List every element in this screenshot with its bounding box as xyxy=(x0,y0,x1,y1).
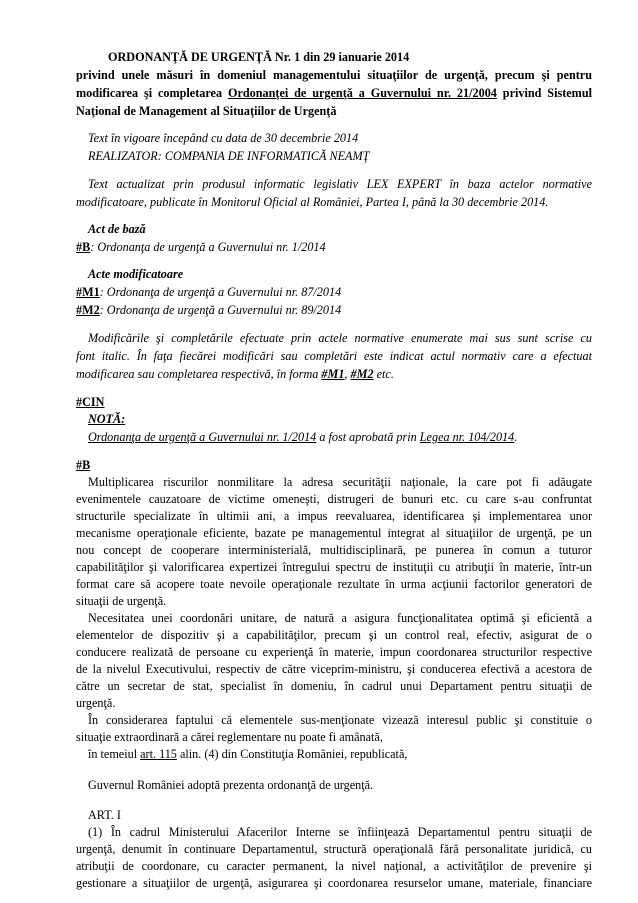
changes-note-line-1: Modificările şi completările efectuate prin actele normative enumerate mai sus sunt scrise cu xyxy=(88,331,592,345)
article-1-line: urgenţă, denumit în continuare Departamentul, structură operaţională fără personalitate juridică, cu xyxy=(76,842,592,856)
legal-basis-text: în temeiul xyxy=(88,747,141,761)
paragraph-1-line: capabilităţilor şi valorificarea expertizei întregului spectru de instituţii cu atribuţii în materie, într-un xyxy=(76,560,592,574)
approval-note xyxy=(76,430,517,445)
paragraph-2-line: urgenţă. xyxy=(76,696,116,710)
amending-act-text: : Ordonanţa de urgenţă a Guvernului nr. 89/2014 xyxy=(99,303,342,317)
legal-basis-text: alin. (4) din Constituţia României, republicată, xyxy=(176,747,408,761)
paragraph-3-line: În considerarea faptului că elementele sus-menţionate vizează interesul public şi constituie o xyxy=(88,713,592,727)
paragraph-1-line: mecanisme operaţionale eficiente, bazate pe managementul integrat al situaţiilor de urgenţă, pe un xyxy=(76,526,592,540)
paragraph-1-line: Multiplicarea riscurilor nonmilitare la adresa securităţii naţionale, la care pot fi adăugate xyxy=(88,475,592,489)
page-title: ORDONANŢĂ DE URGENŢĂ Nr. 1 din 29 ianuarie 2014 xyxy=(108,50,410,64)
approval-text: a fost aprobată prin xyxy=(316,430,420,444)
updated-note-line-2: modificatoare, publicate în Monitorul Oficial al României, Partea I, până la 30 decembrie 2014. xyxy=(76,195,549,209)
subtitle-text: modificarea şi completarea xyxy=(76,86,228,100)
amending-act-tag[interactable]: #M2 xyxy=(76,303,100,317)
law-link-oug-1-2014[interactable]: Ordonanţa de urgenţă a Guvernului nr. 1/2014 xyxy=(88,430,317,444)
article-title: ART. I xyxy=(88,808,121,822)
article-1-line: gestionare a situaţiilor de urgenţă, asigurarea şi coordonarea resurselor umane, materiale, financiare xyxy=(76,876,592,890)
paragraph-3-line: situaţie extraordinară a cărei reglementare nu poate fi amânată, xyxy=(76,730,383,744)
changes-note-line-2: font italic. În faţa fiecărei modificări sau completări este indicat actul normativ care a efectuat xyxy=(76,349,592,363)
cin-tag[interactable]: #CIN xyxy=(76,395,105,409)
changes-note-text: etc. xyxy=(373,367,394,381)
paragraph-2-line: conducere realizată de persoane cu experienţă în materie, impun coordonarea structurilor respective xyxy=(76,645,592,659)
updated-note-line-1: Text actualizat prin produsul informatic legislativ LEX EXPERT în baza actelor normative xyxy=(88,177,592,191)
law-link-oug-21-2004[interactable]: Ordonanţei de urgenţă a Guvernului nr. 21/2004 xyxy=(227,86,497,100)
base-act-tag[interactable]: #B xyxy=(76,240,91,254)
paragraph-1-line: evenimentele cauzatoare de victime omeneşti, distrugeri de bunuri etc. cu care s-au confruntat xyxy=(76,492,592,506)
approval-text: . xyxy=(514,430,518,444)
amending-act-text: : Ordonanţa de urgenţă a Guvernului nr. 87/2014 xyxy=(99,285,342,299)
paragraph-2-line: către un secretar de stat, specialist în domeniu, în cadrul unui Departament pentru situaţii de xyxy=(76,679,592,693)
title-subtitle-line-2 xyxy=(76,86,592,101)
paragraph-1-line: structurile specializate în ultimii ani, a impus reevaluarea, identificarea şi implementarea unor xyxy=(76,509,592,523)
base-act-text: : Ordonanţa de urgenţă a Guvernului nr. 1/2014 xyxy=(90,240,326,254)
changes-note-text: modificarea sau completarea respectivă, în forma xyxy=(76,367,322,381)
changes-note-sep: , xyxy=(344,367,351,381)
paragraph-1-line: format care să acopere toate nevoile operaţionale rezultate în urma acţiunii factorilor generatori de xyxy=(76,577,592,591)
article-1-line: atribuţii de coordonare, cu caracter permanent, la nivel naţional, a activităţilor de prevenire şi xyxy=(76,859,592,873)
subtitle-text: privind Sistemul xyxy=(496,86,592,100)
title-subtitle-line-1: privind unele măsuri în domeniul managementului situaţiilor de urgenţă, precum şi pentru xyxy=(76,68,592,82)
note-label: NOTĂ: xyxy=(88,412,126,426)
law-link-lege-104-2014[interactable]: Legea nr. 104/2014 xyxy=(419,430,515,444)
in-force-note: Text în vigoare începând cu data de 30 decembrie 2014 xyxy=(88,131,359,145)
paragraph-1-line: nou concept de cooperare interministerială, multidisciplinară, pe punerea în comun a tuturor xyxy=(76,543,592,557)
amending-acts-heading: Acte modificatoare xyxy=(88,267,184,281)
paragraph-1-line: situaţii de urgenţă. xyxy=(76,594,167,608)
base-act-heading: Act de bază xyxy=(88,222,146,236)
title-subtitle-line-3: Naţional de Management al Situaţiilor de Urgenţă xyxy=(76,104,337,118)
paragraph-2-line: elementelor de dispozitiv şi a capabilităţilor, precum şi un control real, efectiv, asigurat de o xyxy=(76,628,592,642)
paragraph-2-line: Necesitatea unei coordonări unitare, de natură a asigura funcţionalitatea optimă şi eficientă a xyxy=(88,611,592,625)
amending-act-entry-2 xyxy=(76,303,341,318)
amending-act-entry-1 xyxy=(76,285,341,300)
law-link-art-115[interactable]: art. 115 xyxy=(140,747,177,761)
paragraph-2-line: de la nivelul Executivului, respectiv de către viceprim-ministru, şi conducerea efectivă a acestora de xyxy=(76,662,592,676)
changes-note-line-3 xyxy=(76,367,394,382)
amending-act-tag[interactable]: #M1 xyxy=(76,285,100,299)
body-tag[interactable]: #B xyxy=(76,458,91,472)
tag-link-m2[interactable]: #M2 xyxy=(350,367,374,381)
tag-link-m1[interactable]: #M1 xyxy=(321,367,345,381)
legal-basis xyxy=(76,747,407,762)
base-act-entry xyxy=(76,240,326,255)
article-1-line: (1) În cadrul Ministerului Afacerilor Interne se înfiinţează Departamentul pentru situaţii de xyxy=(88,825,592,839)
producer-note: REALIZATOR: COMPANIA DE INFORMATICĂ NEAMŢ xyxy=(88,149,370,163)
adoption-statement: Guvernul României adoptă prezenta ordonanţă de urgenţă. xyxy=(88,778,374,792)
